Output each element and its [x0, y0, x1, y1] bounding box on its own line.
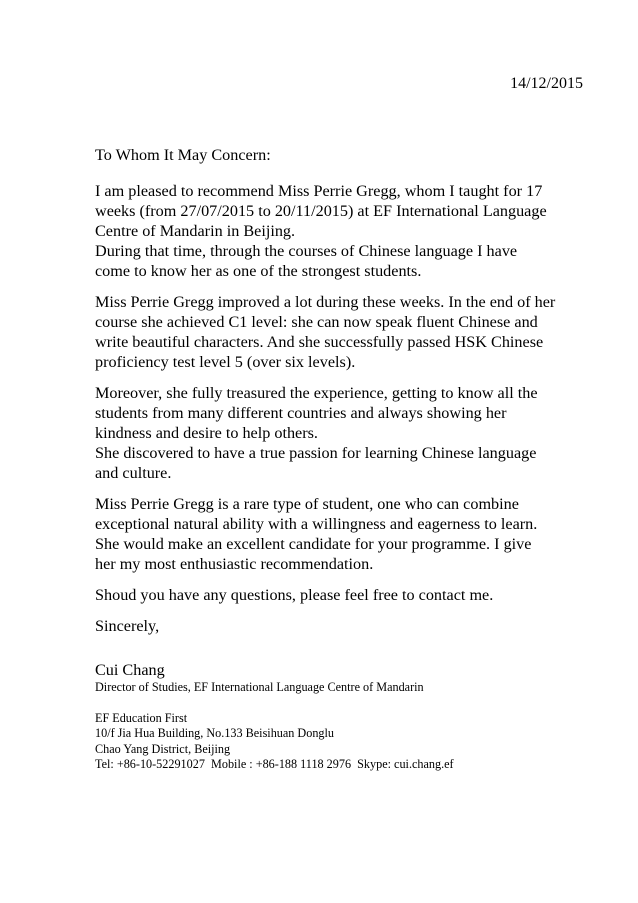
- paragraph-line: Moreover, she fully treasured the experience, getting to know all the: [95, 384, 538, 402]
- paragraph-line: Miss Perrie Gregg is a rare type of student, one who can combine: [95, 495, 519, 513]
- paragraph-line: and culture.: [95, 464, 172, 482]
- paragraph-line: I am pleased to recommend Miss Perrie Gregg, whom I taught for 17: [95, 182, 543, 200]
- paragraph-2: [95, 292, 600, 372]
- paragraph-line: Centre of Mandarin in Beijing.: [95, 222, 296, 240]
- letter-body: [95, 145, 600, 773]
- paragraph-line: She would make an excellent candidate for your programme. I give: [95, 535, 532, 553]
- paragraph-line: students from many different countries and always showing her: [95, 404, 507, 422]
- signature-name: Cui Chang: [95, 661, 165, 679]
- letter-date: 14/12/2015: [510, 75, 583, 92]
- closing: Sincerely,: [95, 617, 160, 635]
- signature-title: Director of Studies, EF International Language Centre of Mandarin: [95, 680, 424, 694]
- address-line: 10/f Jia Hua Building, No.133 Beisihuan Donglu: [95, 726, 334, 740]
- address-line: Chao Yang District, Beijing: [95, 741, 231, 756]
- paragraph-line: come to know her as one of the strongest students.: [95, 262, 422, 280]
- paragraph-1: [95, 181, 600, 281]
- address-line: Tel: +86-10-52291027 Mobile : +86-188 1118 2976 Skype: cui.chang.ef: [95, 757, 454, 771]
- address-line: EF Education First: [95, 710, 188, 725]
- salutation: To Whom It May Concern:: [95, 146, 271, 164]
- paragraph-line: course she achieved C1 level: she can now speak fluent Chinese and: [95, 313, 538, 331]
- paragraph-4: [95, 494, 600, 574]
- paragraph-line: She discovered to have a true passion for learning Chinese language: [95, 444, 537, 462]
- paragraph-3: [95, 383, 600, 483]
- paragraph-line: her my most enthusiastic recommendation.: [95, 555, 374, 573]
- paragraph-line: kindness and desire to help others.: [95, 424, 318, 442]
- paragraph-line: During that time, through the courses of Chinese language I have: [95, 242, 518, 260]
- paragraph-line: proficiency test level 5 (over six levels).: [95, 353, 356, 371]
- contact-line: Shoud you have any questions, please feel free to contact me.: [95, 586, 494, 604]
- paragraph-line: Miss Perrie Gregg improved a lot during these weeks. In the end of her: [95, 293, 556, 311]
- paragraph-line: write beautiful characters. And she successfully passed HSK Chinese: [95, 333, 544, 351]
- paragraph-line: weeks (from 27/07/2015 to 20/11/2015) at EF International Language: [95, 202, 547, 220]
- signature-address: [95, 711, 600, 773]
- paragraph-line: exceptional natural ability with a willingness and eagerness to learn.: [95, 515, 538, 533]
